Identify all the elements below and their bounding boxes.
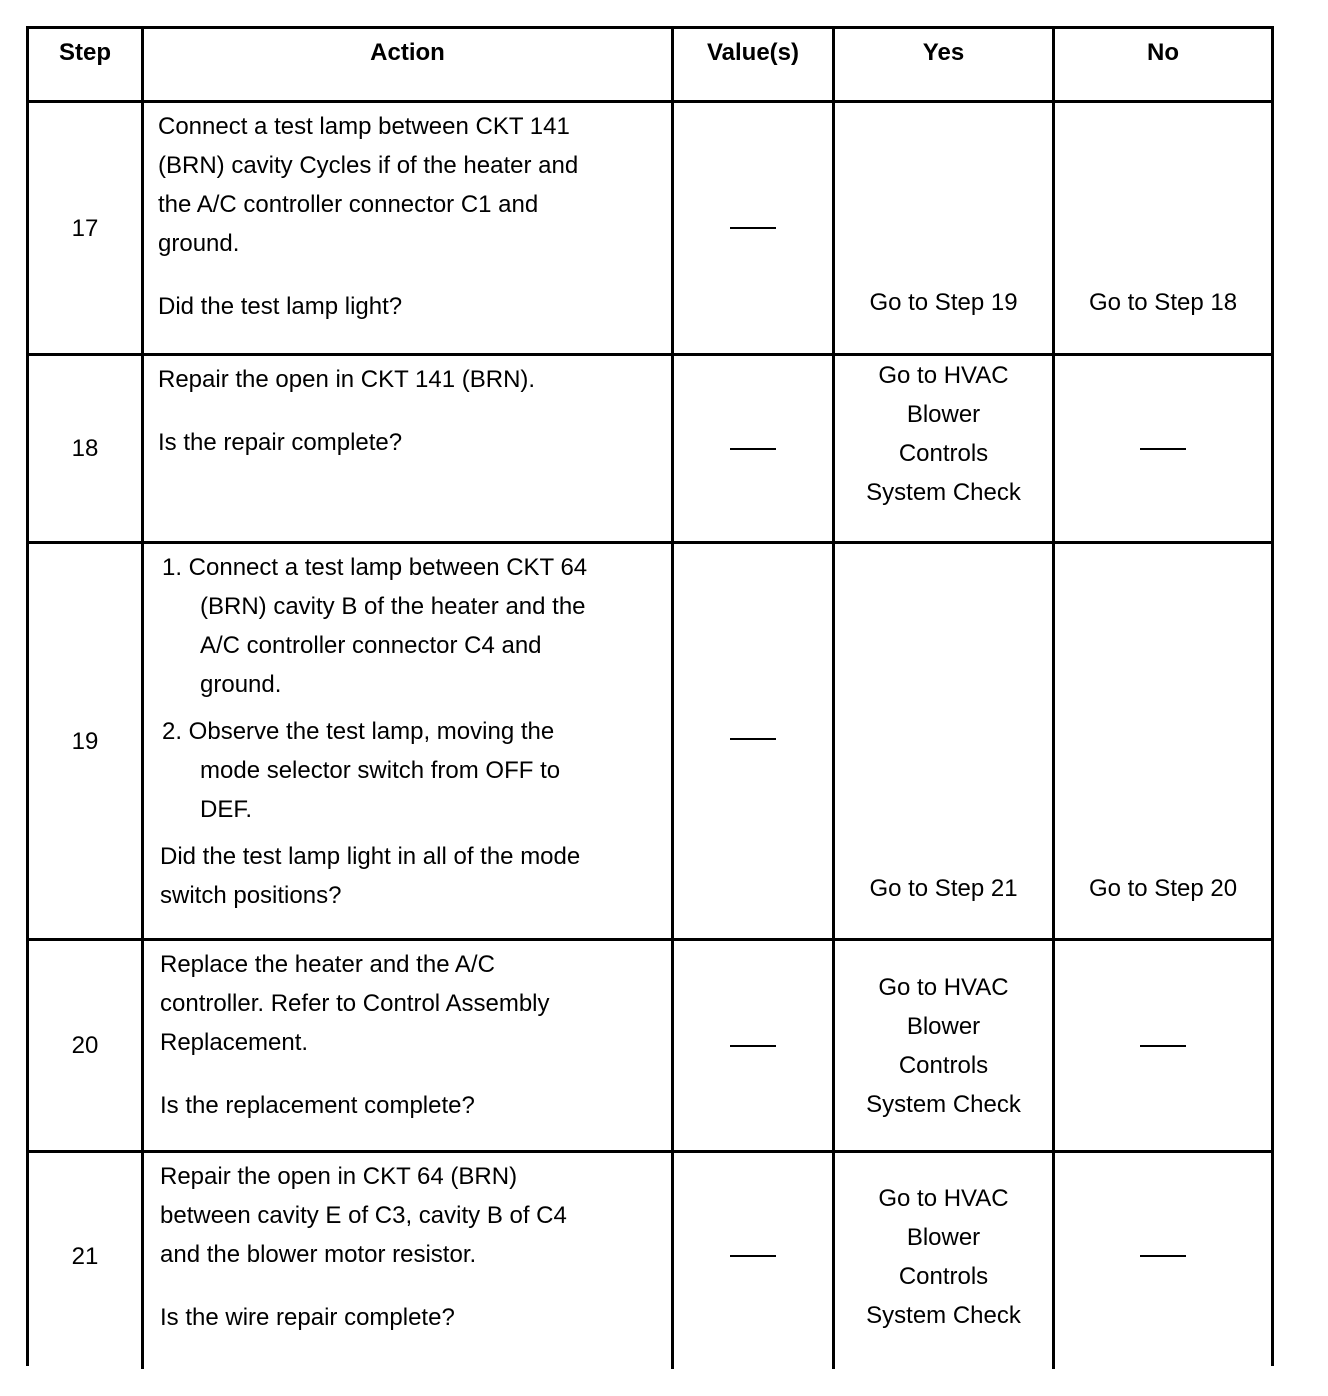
yes-cell xyxy=(835,941,1052,1150)
yes-line: System Check xyxy=(866,479,1021,506)
yes-line: Go to HVAC xyxy=(878,1185,1009,1212)
no-cell xyxy=(1055,103,1271,353)
no-cell xyxy=(1055,544,1271,938)
yes-line: System Check xyxy=(866,1090,1021,1118)
table-row xyxy=(29,356,1271,544)
yes-text-block xyxy=(866,968,1021,1124)
yes-line: Go to HVAC xyxy=(878,973,1009,1001)
action-line: ground. xyxy=(158,230,240,257)
action-steps-list xyxy=(160,548,655,829)
dash-mark xyxy=(1140,1045,1186,1047)
action-line: Replacement. xyxy=(160,1029,309,1056)
diagnostic-table xyxy=(26,26,1274,1366)
yes-cell xyxy=(835,356,1052,541)
value-cell xyxy=(674,356,832,541)
action-question: Did the test lamp light? xyxy=(158,293,403,320)
action-line: and the blower motor resistor. xyxy=(160,1241,477,1268)
header-row xyxy=(29,29,1271,103)
yes-line: System Check xyxy=(866,1302,1021,1329)
yes-line: Blower xyxy=(906,1224,981,1251)
table-row xyxy=(29,544,1271,941)
header-step: Step xyxy=(58,39,111,66)
step-number: 19 xyxy=(71,727,99,755)
no-text: Go to Step 18 xyxy=(1088,289,1238,316)
action-cell xyxy=(144,941,671,1150)
action-question: switch positions? xyxy=(160,882,342,909)
yes-line: Controls xyxy=(898,440,989,467)
table-row xyxy=(29,941,1271,1153)
action-line: (BRN) cavity Cycles if of the heater and xyxy=(158,152,579,179)
yes-text: Go to Step 21 xyxy=(869,875,1018,902)
action-cell xyxy=(144,1153,671,1369)
yes-line: Controls xyxy=(898,1051,989,1079)
yes-line: Blower xyxy=(906,401,981,428)
no-cell xyxy=(1055,1153,1271,1359)
step-number: 17 xyxy=(71,214,99,242)
action-question: Is the replacement complete? xyxy=(160,1092,475,1119)
dash-mark xyxy=(730,1255,776,1257)
action-line: Repair the open in CKT 141 (BRN). xyxy=(158,366,536,393)
action-question: Did the test lamp light in all of the mode xyxy=(160,843,581,870)
header-values: Value(s) xyxy=(706,39,800,66)
dash-mark xyxy=(730,448,776,450)
yes-text: Go to Step 19 xyxy=(869,289,1018,316)
action-question: Is the wire repair complete? xyxy=(160,1304,455,1331)
yes-line: Blower xyxy=(906,1012,981,1040)
step-number: 18 xyxy=(71,435,99,462)
header-yes: Yes xyxy=(922,39,965,66)
action-line: Repair the open in CKT 64 (BRN) xyxy=(160,1163,518,1190)
table-row xyxy=(29,1153,1271,1369)
header-no: No xyxy=(1147,39,1179,66)
action-cell xyxy=(144,356,671,541)
value-cell xyxy=(674,1153,832,1359)
value-cell xyxy=(674,103,832,353)
step-number: 21 xyxy=(71,1242,99,1270)
list-item: 2. Observe the test lamp, moving the mode selector switch from OFF to DEF. xyxy=(162,718,561,823)
action-line: Replace the heater and the A/C xyxy=(160,951,495,978)
step-number: 20 xyxy=(71,1032,99,1059)
list-item: 1. Connect a test lamp between CKT 64 (BRN) cavity B of the heater and the A/C controller connector C4 and ground. xyxy=(162,554,588,698)
action-question: Is the repair complete? xyxy=(158,429,403,456)
action-line: between cavity E of C3, cavity B of C4 xyxy=(160,1202,567,1229)
no-text: Go to Step 20 xyxy=(1088,875,1238,902)
action-cell xyxy=(144,544,671,938)
yes-cell xyxy=(835,1153,1052,1369)
dash-mark xyxy=(1140,448,1186,450)
dash-mark xyxy=(730,227,776,229)
no-cell xyxy=(1055,356,1271,541)
table-row xyxy=(29,103,1271,356)
header-action: Action xyxy=(370,39,445,66)
action-line: the A/C controller connector C1 and xyxy=(158,191,539,218)
yes-text-block xyxy=(835,1153,1052,1335)
dash-mark xyxy=(1140,1255,1186,1257)
yes-line: Controls xyxy=(898,1263,989,1290)
action-line: controller. Refer to Control Assembly xyxy=(160,990,550,1017)
dash-mark xyxy=(730,1045,776,1047)
dash-mark xyxy=(730,738,776,740)
yes-cell xyxy=(835,544,1052,938)
value-cell xyxy=(674,941,832,1150)
yes-line: Go to HVAC xyxy=(878,362,1009,389)
yes-cell xyxy=(835,103,1052,353)
action-cell xyxy=(144,103,671,353)
action-line: Connect a test lamp between CKT 141 xyxy=(158,113,570,140)
value-cell xyxy=(674,544,832,938)
no-cell xyxy=(1055,941,1271,1150)
